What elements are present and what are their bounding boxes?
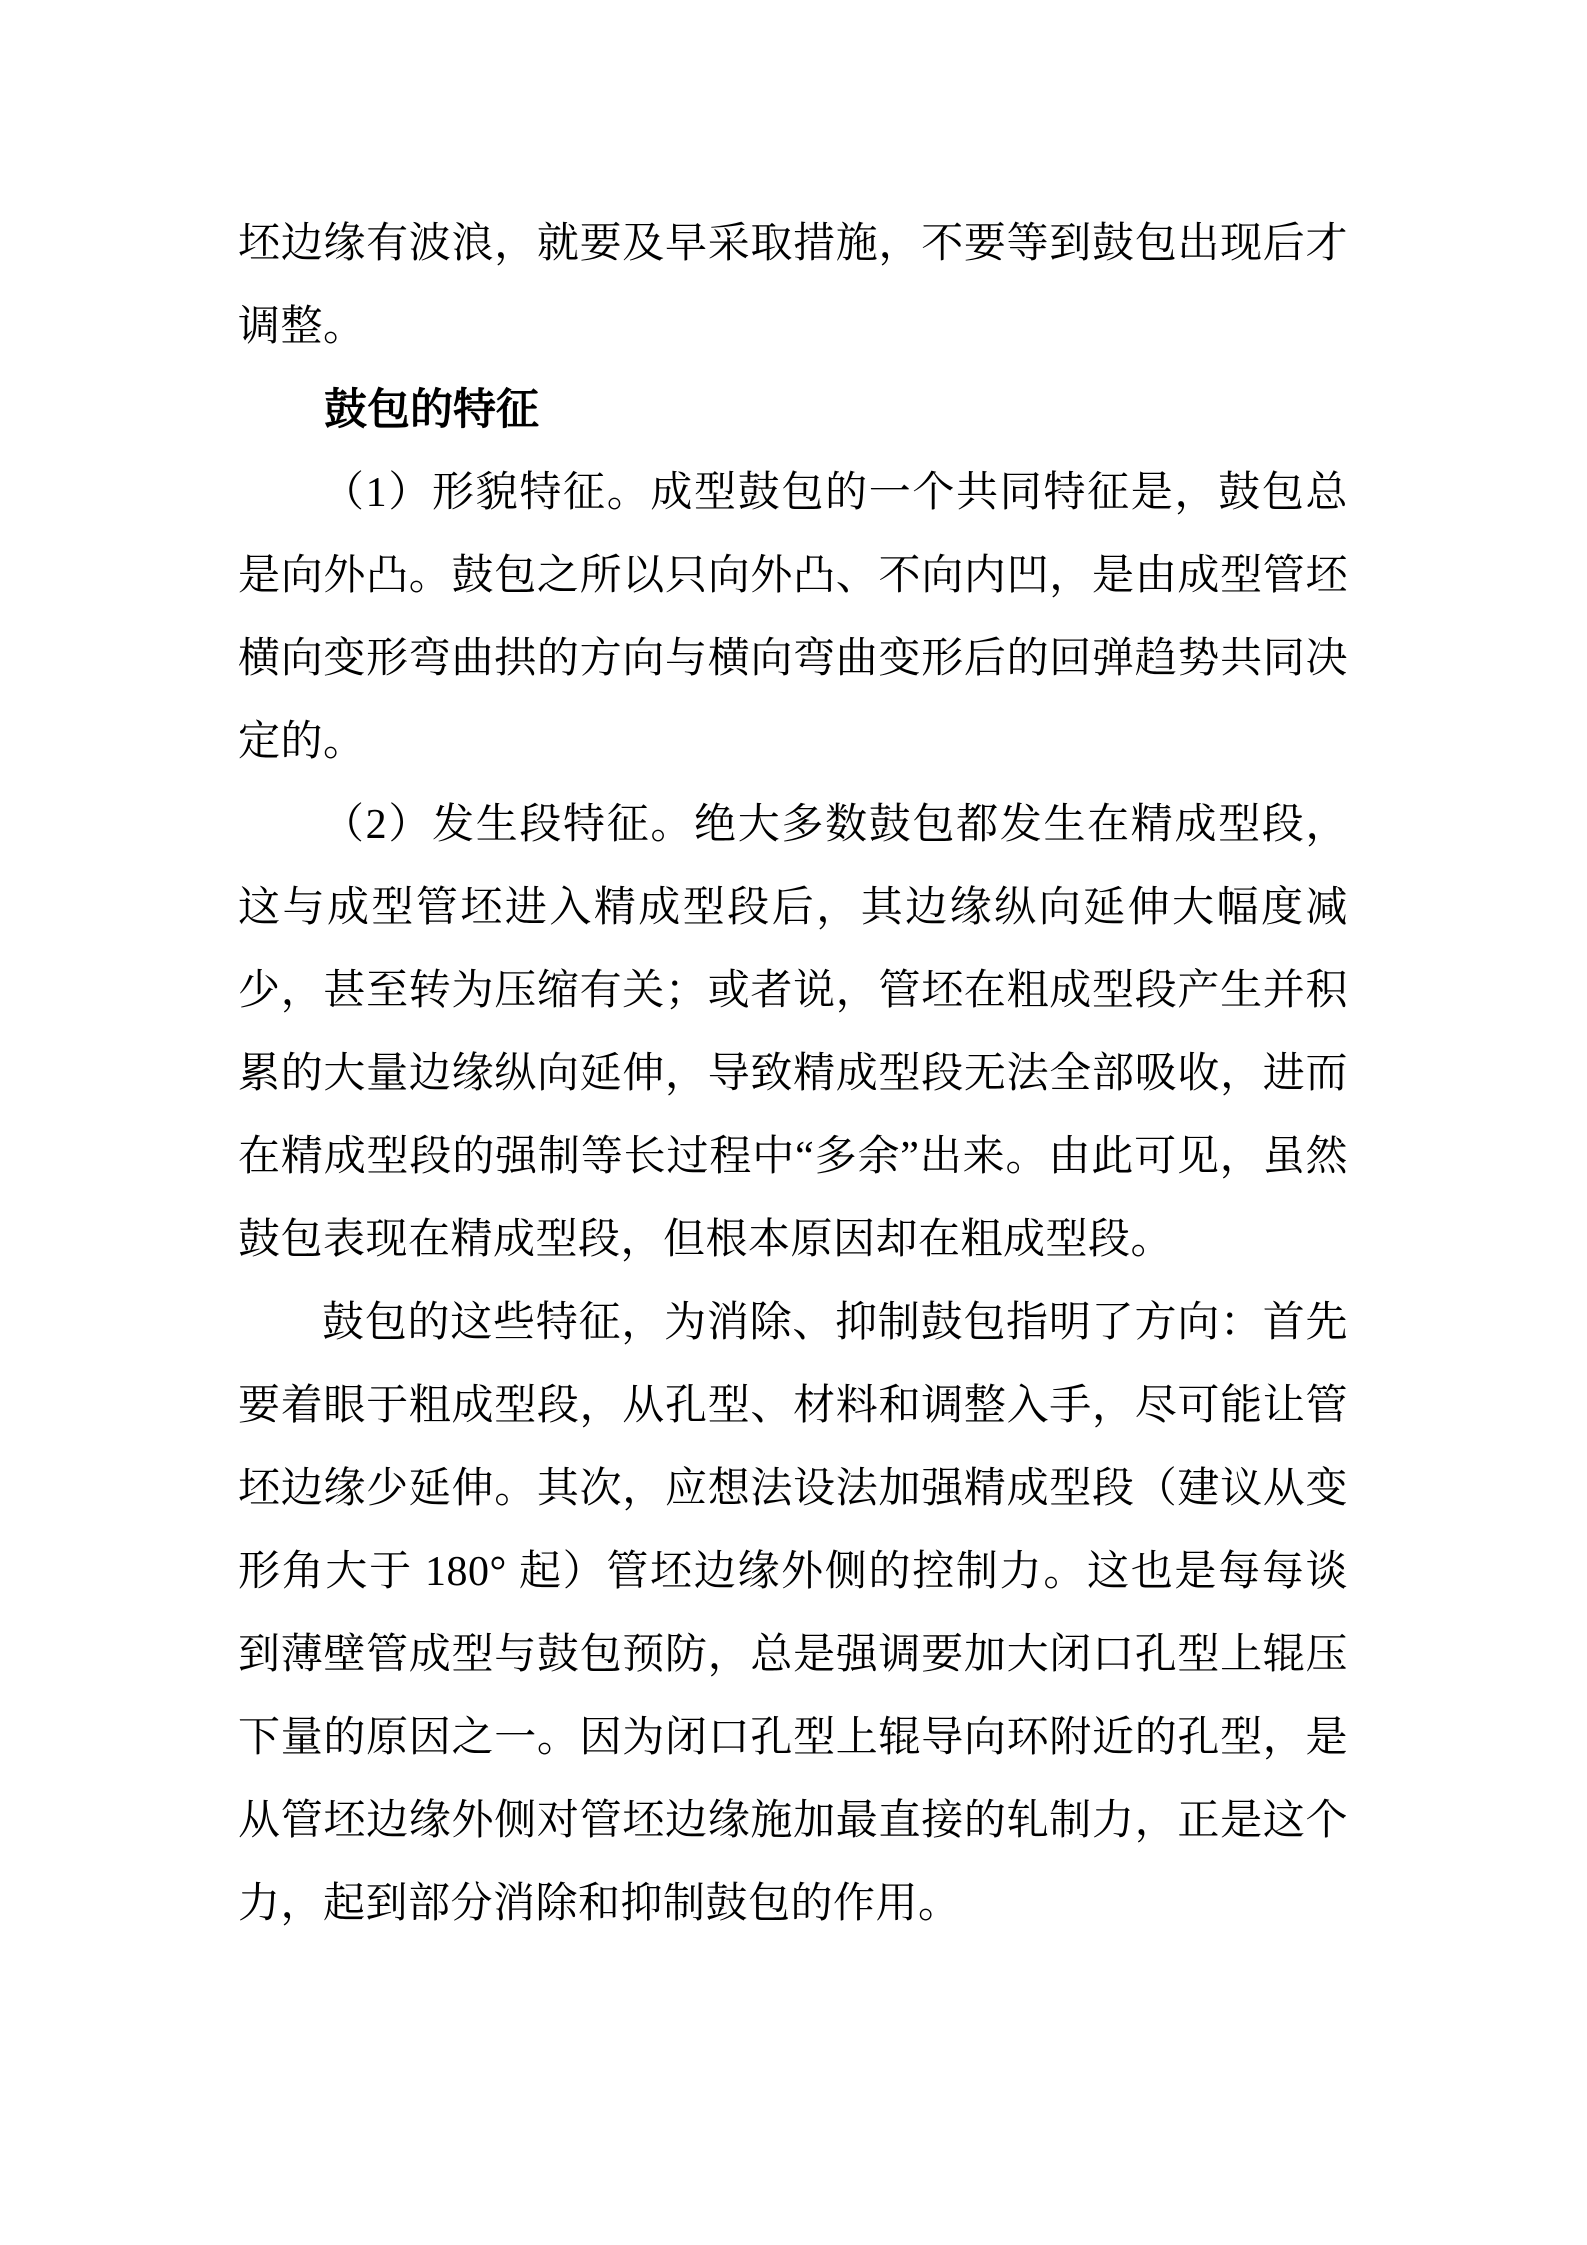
text-block: [238, 203, 1348, 1946]
section-heading: 鼓包的特征: [324, 387, 539, 434]
body-paragraph-feature-2: （2）发生段特征。绝大多数鼓包都发生在精成型段，这与成型管坯进入精成型段后，其边缘纵向延伸大幅度减少，甚至转为压缩有关；或者说，管坯在粗成型段产生并积累的大量边缘纵向延伸，导致精成型段无法全部吸收，进而在精成型段的强制等长过程中“多余”出来。由此可见，虽然鼓包表现在精成型段，但根本原因却在粗成型段。: [238, 802, 1348, 1263]
body-paragraph-feature-1: （1）形貌特征。成型鼓包的一个共同特征是，鼓包总是向外凸。鼓包之所以只向外凸、不向内凹，是由成型管坯横向变形弯曲拱的方向与横向弯曲变形后的回弹趋势共同决定的。: [238, 470, 1348, 765]
body-paragraph-conclusion: 鼓包的这些特征，为消除、抑制鼓包指明了方向：首先要着眼于粗成型段，从孔型、材料和调整入手，尽可能让管坯边缘少延伸。其次，应想法设法加强精成型段（建议从变形角大于 180° 起）管坯边缘外侧的控制力。这也是每每谈到薄壁管成型与鼓包预防，总是强调要加大闭口孔型上辊压下量的原因之一。因为闭口孔型上辊导向环附近的孔型，是从管坯边缘外侧对管坯边缘施加最直接的轧制力，正是这个力，起到部分消除和抑制鼓包的作用。: [238, 1300, 1348, 1927]
body-paragraph-continuation: 坯边缘有波浪，就要及早采取措施，不要等到鼓包出现后才调整。: [238, 221, 1348, 350]
